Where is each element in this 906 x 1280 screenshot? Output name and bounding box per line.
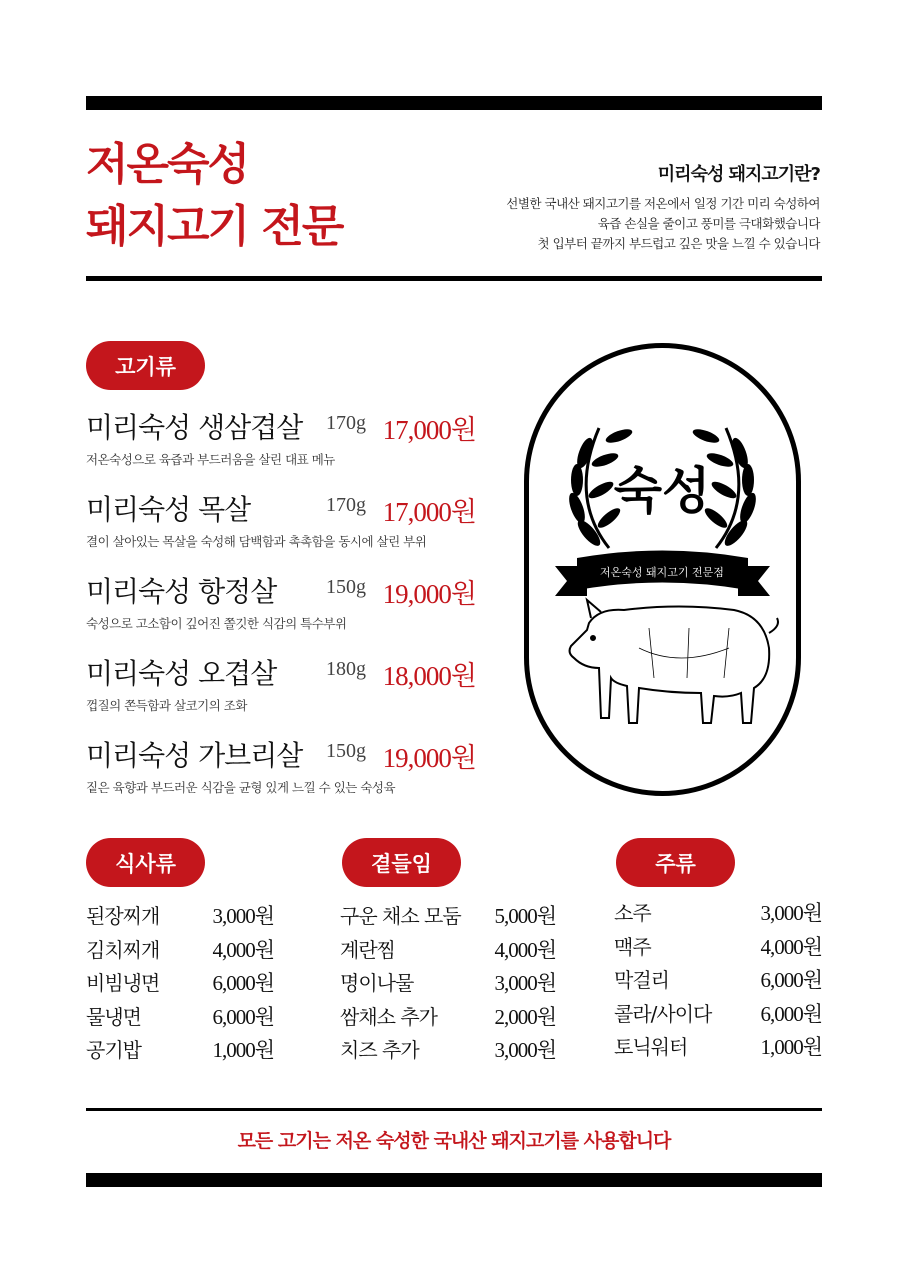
menu-row xyxy=(340,900,556,934)
menu-item xyxy=(86,570,476,650)
item-description: 저온숙성으로 육즙과 부드러움을 살린 대표 메뉴 xyxy=(86,452,335,467)
menu-row xyxy=(614,1031,822,1065)
item-name: 미리숙성 목살 xyxy=(86,493,251,526)
item-price: 17,000원 xyxy=(382,497,476,527)
row-price: 6,000원 xyxy=(760,968,822,992)
menu-row xyxy=(340,967,556,1001)
row-price: 3,000원 xyxy=(760,901,822,925)
header-divider xyxy=(86,276,822,281)
menu-item xyxy=(86,406,476,486)
item-weight: 150g xyxy=(326,740,366,762)
top-bar xyxy=(86,96,822,110)
row-name: 맥주 xyxy=(614,934,651,959)
sides-section-label: 곁들임 xyxy=(342,838,461,887)
row-name: 콜라/사이다 xyxy=(614,1001,712,1026)
menu-item xyxy=(86,488,476,568)
footer-note: 모든 고기는 저온 숙성한 국내산 돼지고기를 사용합니다 xyxy=(237,1130,671,1152)
item-price: 19,000원 xyxy=(382,579,476,609)
item-weight: 150g xyxy=(326,576,366,598)
row-price: 1,000원 xyxy=(760,1035,822,1059)
row-price: 4,000원 xyxy=(212,937,274,962)
menu-item xyxy=(86,734,476,814)
sides-list xyxy=(340,900,556,1068)
row-name: 된장찌개 xyxy=(86,904,160,928)
title-line-2: 돼지고기 전문 xyxy=(86,201,343,252)
meals-list xyxy=(86,900,274,1068)
item-price: 17,000원 xyxy=(382,415,476,445)
intro-line: 육즙 손실을 줄이고 풍미를 극대화했습니다 xyxy=(597,216,820,231)
row-price: 1,000원 xyxy=(212,1038,274,1062)
row-name: 토닉워터 xyxy=(614,1035,688,1059)
item-price: 19,000원 xyxy=(382,743,476,773)
item-weight: 170g xyxy=(326,494,366,516)
row-name: 김치찌개 xyxy=(86,937,160,962)
item-name: 미리숙성 생삼겹살 xyxy=(86,411,303,444)
row-price: 6,000원 xyxy=(212,1004,274,1029)
menu-item xyxy=(86,652,476,732)
row-price: 5,000원 xyxy=(494,904,556,928)
menu-row xyxy=(86,967,274,1001)
row-name: 치즈 추가 xyxy=(340,1038,419,1062)
row-name: 비빔냉면 xyxy=(86,971,160,995)
bottom-bar xyxy=(86,1173,822,1187)
row-price: 3,000원 xyxy=(494,1038,556,1062)
row-name: 계란찜 xyxy=(340,937,395,962)
pig-illustration-icon xyxy=(570,600,778,723)
menu-row xyxy=(86,900,274,934)
meat-section-label: 고기류 xyxy=(86,341,205,390)
drinks-list xyxy=(614,897,822,1065)
menu-row xyxy=(86,1034,274,1068)
row-price: 3,000원 xyxy=(212,904,274,928)
item-weight: 170g xyxy=(326,412,366,434)
menu-row xyxy=(340,1001,556,1035)
item-name: 미리숙성 항정살 xyxy=(86,575,277,608)
row-price: 3,000원 xyxy=(494,971,556,995)
footer-divider xyxy=(86,1108,822,1111)
item-name: 미리숙성 오겹살 xyxy=(86,657,277,690)
row-name: 쌈채소 추가 xyxy=(340,1004,437,1029)
row-name: 물냉면 xyxy=(86,1004,141,1029)
row-price: 6,000원 xyxy=(212,971,274,995)
menu-row xyxy=(614,998,822,1032)
row-name: 막걸리 xyxy=(614,968,669,992)
menu-row xyxy=(86,1001,274,1035)
intro-line: 선별한 국내산 돼지고기를 저온에서 일정 기간 미리 숙성하여 xyxy=(506,196,820,211)
item-description: 껍질의 쫀득함과 살코기의 조화 xyxy=(86,698,247,713)
page-title xyxy=(86,134,342,258)
row-price: 2,000원 xyxy=(494,1004,556,1029)
item-name: 미리숙성 가브리살 xyxy=(86,739,303,772)
intro-line: 첫 입부터 끝까지 부드럽고 깊은 맛을 느낄 수 있습니다 xyxy=(537,236,820,251)
item-description: 결이 살아있는 목살을 숙성해 담백함과 촉촉함을 동시에 살린 부위 xyxy=(86,534,427,549)
menu-row xyxy=(614,897,822,931)
meals-section-label: 식사류 xyxy=(86,838,205,887)
row-name: 명이나물 xyxy=(340,971,414,995)
row-name: 소주 xyxy=(614,901,651,925)
menu-row xyxy=(614,964,822,998)
item-price: 18,000원 xyxy=(382,661,476,691)
logo-graphic xyxy=(529,348,796,791)
intro-heading: 미리숙성 돼지고기란? xyxy=(657,164,820,185)
logo-emblem xyxy=(524,343,801,796)
row-name: 구운 채소 모둠 xyxy=(340,904,461,928)
row-price: 6,000원 xyxy=(760,1001,822,1026)
ribbon-banner xyxy=(555,551,770,597)
menu-row xyxy=(614,931,822,965)
intro xyxy=(506,160,820,254)
title-line-1: 저온숙성 xyxy=(86,139,249,190)
row-name: 공기밥 xyxy=(86,1038,141,1062)
item-description: 짙은 육향과 부드러운 식감을 균형 있게 느낄 수 있는 숙성육 xyxy=(86,780,396,795)
drinks-section-label: 주류 xyxy=(616,838,735,887)
item-weight: 180g xyxy=(326,658,366,680)
menu-row xyxy=(340,1034,556,1068)
menu-row xyxy=(86,934,274,968)
logo-mark: 숙성 xyxy=(613,461,711,520)
item-description: 숙성으로 고소함이 깊어진 쫄깃한 식감의 특수부위 xyxy=(86,616,347,631)
menu-row xyxy=(340,934,556,968)
logo-ribbon-text: 저온숙성 돼지고기 전문점 xyxy=(600,566,724,579)
row-price: 4,000원 xyxy=(494,937,556,962)
row-price: 4,000원 xyxy=(760,934,822,959)
